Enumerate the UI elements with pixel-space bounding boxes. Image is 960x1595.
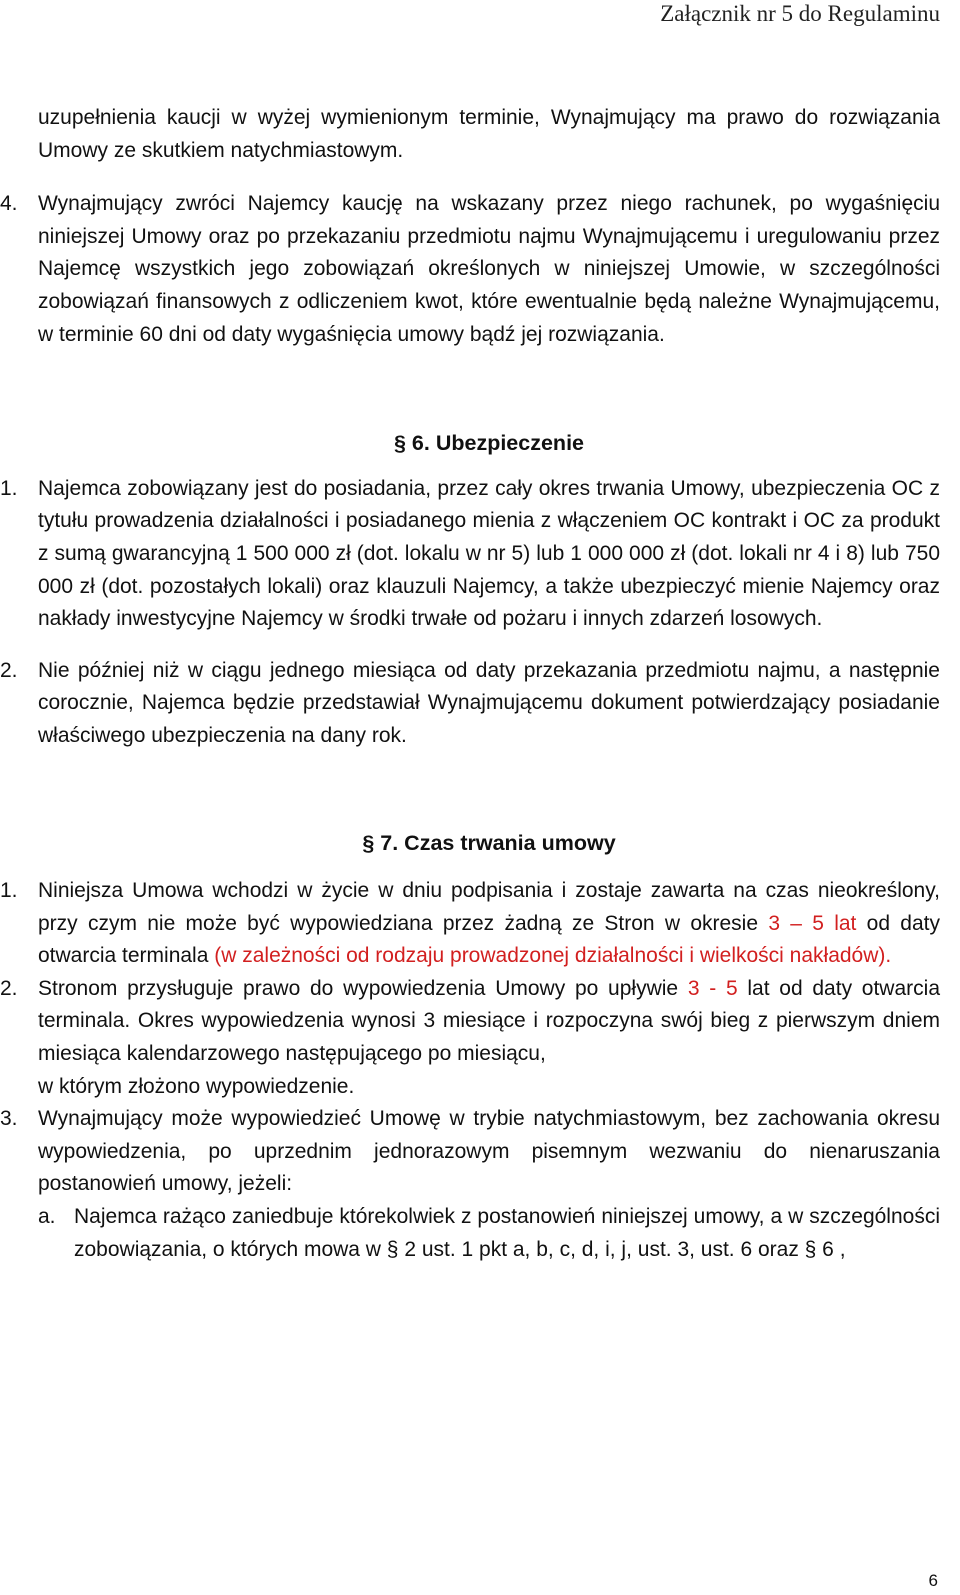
section-7-item-3-sub-a [38,1201,940,1266]
item-text: od daty otwarcia terminala [38,911,940,968]
page-number: 6 [928,1571,938,1590]
condition-highlight: (w zależności od rodzaju prowadzonej działalności i wielkości nakładów). [214,944,892,968]
item-text: Niniejsza Umowa wchodzi w życie w dniu podpisania i zostaje zawarta na czas nieokreślony, przy czym nie może być wypowiedziana przez żadną ze Stron w okresie [38,879,940,935]
item-number: 1. [0,476,18,500]
item-text-continuation: w którym złożono wypowiedzenie. [38,1074,355,1098]
item-text: Stronom przysługuje prawo do wypowiedzenia Umowy po upływie [38,976,688,1000]
item-text: Wynajmujący może wypowiedzieć Umowę w trybie natychmiastowym, bez zachowania okresu wypowiedzenia, po uprzednim jednorazowym pisemnym wezwaniu do nienaruszania postanowień umowy, jeżeli: [38,1107,940,1196]
section-6-title: § 6. Ubezpieczenie [394,431,584,456]
item-text: Najemca zobowiązany jest do posiadania, przez cały okres trwania Umowy, ubezpieczenia OC z tytułu prowadzenia działalności i posiadanego mienia z włączeniem OC kontrakt i OC za produkt z sumą gwarancyjną 1 500 000 zł (dot. lokalu w nr 5) lub 1 000 000 zł (dot. lokali nr 4 i 8) lub 750 000 zł (dot. pozostałych lokali) oraz klauzuli Najemcy, a także ubezpieczyć mienie Najemcy oraz nakłady inwestycyjne Najemcy w środki trwałe od pożaru i innych zdarzeń losowych. [38,476,940,631]
document-body [0,102,940,1266]
item-number: 4. [0,192,18,216]
item-text: Wynajmujący zwróci Najemcy kaucję na wskazany przez niego rachunek, po wygaśnięciu niniejszej Umowy oraz po przekazaniu przedmiotu najmu Wynajmującemu i uregulowaniu przez Najemcę wszystkich jego zobowiązań określonych w niniejszej Umowie, w szczególności zobowiązań finansowych z odliczeniem kwot, które ewentualnie będą należne Wynajmującemu, w terminie 60 dni od daty wygaśnięcia umowy bądź jej rozwiązania. [38,192,940,346]
period-highlight: 3 – 5 lat [768,911,857,935]
item-text: lat od daty otwarcia terminala. Okres wypowiedzenia wynosi 3 miesiące i rozpoczyna swój bieg z pierwszym dniem miesiąca kalendarzowego następującego po miesiącu, [38,976,940,1066]
sub-item-text: Najemca rażąco zaniedbuje którekolwiek z postanowień niniejszej umowy, a w szczególności zobowiązania, o których mowa w § 2 ust. 1 pkt a, b, c, d, i, j, ust. 3, ust. 6 oraz § 6 , [74,1205,940,1261]
section-6-item-1 [0,473,940,636]
item-number: 2. [0,658,18,682]
section-7-title: § 7. Czas trwania umowy [362,830,616,855]
period-highlight: 3 - 5 [687,976,738,1000]
item-text: Nie później niż w ciągu jednego miesiąca od daty przekazania przedmiotu najmu, a następnie corocznie, Najemca będzie przedstawiał Wynajmującemu dokument potwierdzający posiadanie właściwego ubezpieczenia na dany rok. [38,658,940,747]
document-header: Załącznik nr 5 do Regulaminu [660,1,940,26]
section-6-item-2 [0,655,940,753]
item-number: 1. [0,879,18,903]
section-7-item-3 [0,1103,940,1266]
deposit-item-4 [0,188,940,351]
section-7-item-1 [0,875,940,973]
sub-item-letter: a. [38,1205,56,1229]
section-7-item-2 [0,973,940,1103]
item-number: 3. [0,1107,18,1131]
continuation-paragraph: uzupełnienia kaucji w wyżej wymienionym terminie, Wynajmujący ma prawo do rozwiązania Umowy ze skutkiem natychmiastowym. [38,106,940,162]
item-number: 2. [0,976,18,1000]
